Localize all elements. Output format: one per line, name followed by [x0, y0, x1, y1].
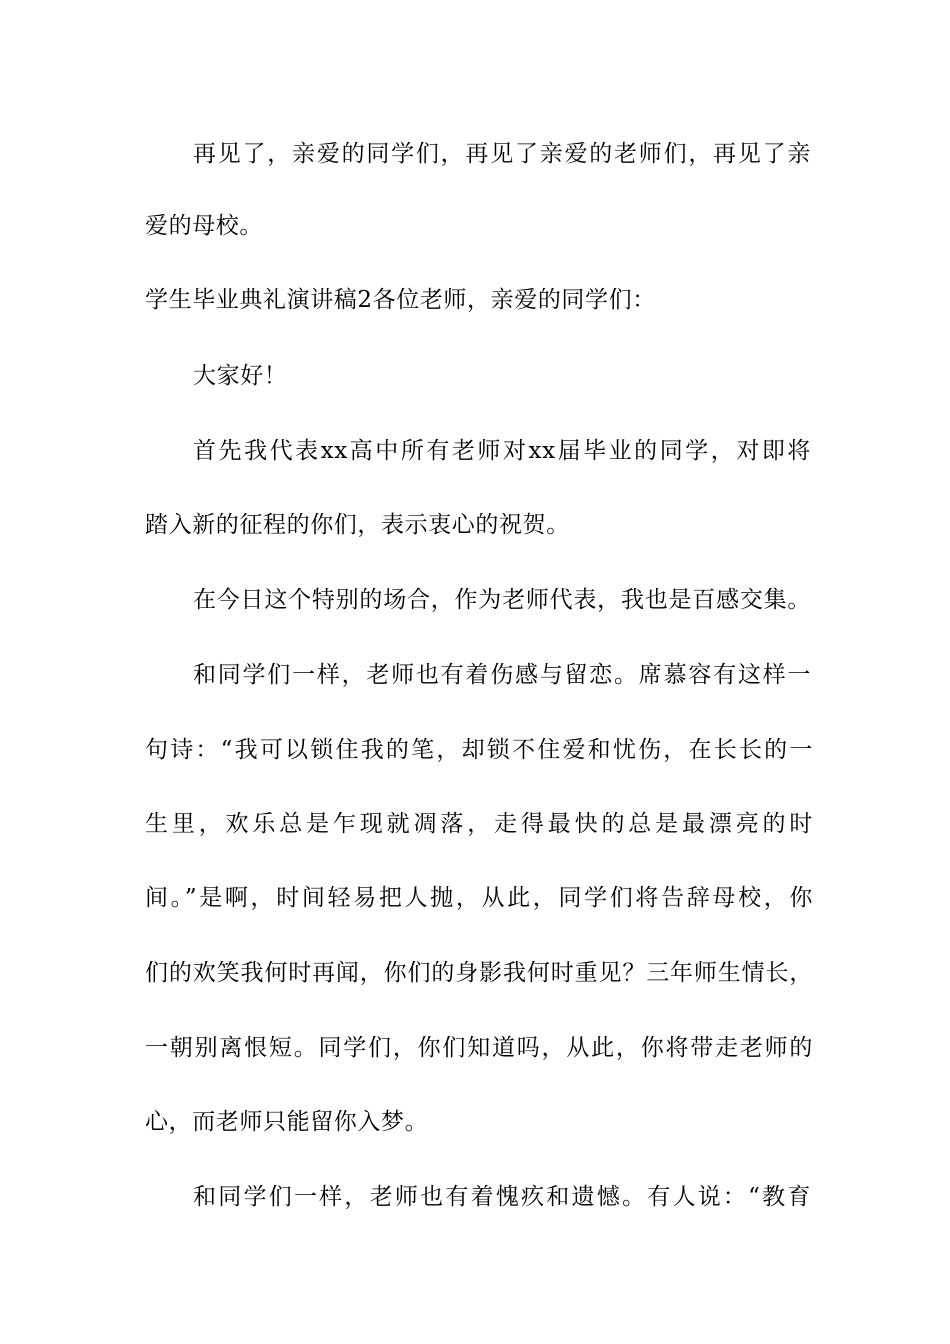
text-line-13: 一朝别离恨短。同学们，你们知道吗，从此，你将带走老师的: [145, 1035, 813, 1061]
text-line-6: 踏入新的征程的你们，表示衷心的祝贺。: [145, 512, 570, 538]
text-line-11: 间。”是啊，时间轻易把人抛，从此，同学们将告辞母校，你: [145, 885, 813, 911]
text-line-8: 和同学们一样，老师也有着伤感与留恋。席慕容有这样一: [193, 662, 811, 688]
text-line-2: 爱的母校。: [145, 213, 263, 239]
text-line-3: 学生毕业典礼演讲稿2各位老师，亲爱的同学们：: [145, 287, 656, 313]
text-line-1: 再见了，亲爱的同学们，再见了亲爱的老师们，再见了亲: [193, 141, 811, 167]
text-line-7: 在今日这个特别的场合，作为老师代表，我也是百感交集。: [193, 587, 811, 613]
text-line-15: 和同学们一样，老师也有着愧疚和遗憾。有人说：“教育: [193, 1184, 811, 1210]
text-line-4: 大家好！: [193, 363, 288, 389]
text-line-10: 生里，欢乐总是乍现就凋落，走得最快的总是最漂亮的时: [145, 811, 813, 837]
text-line-12: 们的欢笑我何时再闻，你们的身影我何时重见？三年师生情长，: [145, 960, 813, 986]
text-line-5: 首先我代表xx高中所有老师对xx届毕业的同学，对即将: [193, 438, 811, 464]
text-line-9: 句诗：“我可以锁住我的笔，却锁不住爱和忧伤，在长长的一: [145, 737, 813, 763]
text-line-14: 心，而老师只能留你入梦。: [145, 1109, 429, 1135]
